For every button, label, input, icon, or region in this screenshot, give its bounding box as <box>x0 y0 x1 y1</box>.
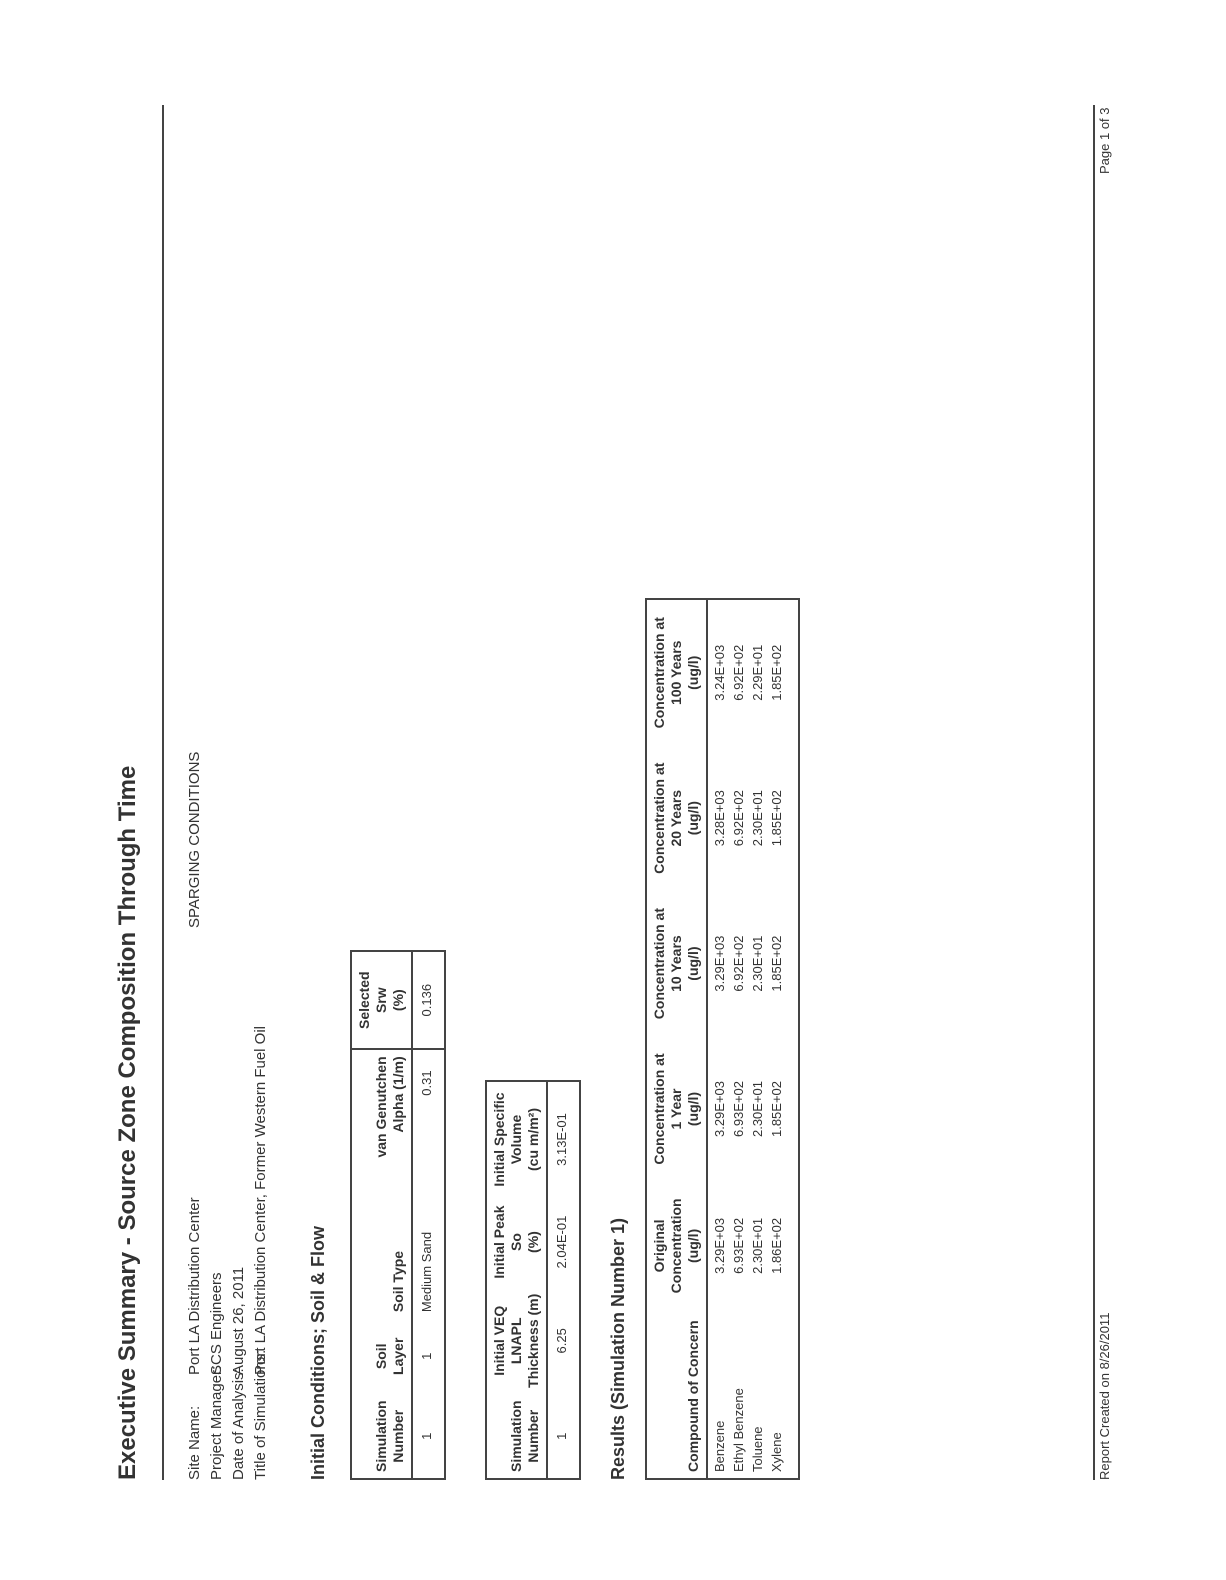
table-row <box>748 599 767 1479</box>
soil-flow-heading: Initial Conditions; Soil & Flow <box>308 1226 328 1480</box>
cell-20-years: 6.92E+02 <box>731 790 746 847</box>
site-name-value: Port LA Distribution Center <box>186 1197 203 1375</box>
col-1-year: Concentration at 1 Year (ug/l) <box>646 1036 707 1181</box>
cell-sim: 1 <box>419 1432 434 1440</box>
cell-original: 2.30E+01 <box>750 1217 765 1274</box>
cell-type: Medium Sand <box>419 1231 434 1313</box>
cell-compound: Benzene <box>712 1420 727 1472</box>
cell-volume: 3.13E-01 <box>554 1113 569 1166</box>
col-original: Original Concentration (ug/l) <box>646 1182 707 1310</box>
col-100-years: Concentration at 100 Years (ug/l) <box>646 599 707 745</box>
col-20-years: Concentration at 20 Years (ug/l) <box>646 745 707 890</box>
col-soil-layer: Soil Layer <box>351 1318 412 1394</box>
cell-10-years: 3.29E+03 <box>712 935 727 992</box>
title-rule <box>162 105 164 1480</box>
table-row <box>729 599 748 1479</box>
soil-flow-header-row <box>351 951 412 1479</box>
lnapl-table <box>485 1080 581 1480</box>
cell-1-year: 1.85E+02 <box>769 1080 784 1138</box>
cell-20-years: 3.28E+03 <box>712 790 727 847</box>
cell-alpha: 0.31 <box>419 1070 434 1096</box>
table-row <box>707 599 729 1479</box>
col-peak-so: Initial Peak So (%) <box>486 1197 547 1287</box>
col-sim-number: Simulation Number <box>351 1394 412 1479</box>
col-soil-type: Soil Type <box>351 1174 412 1318</box>
col-srw: Selected Srw (%) <box>351 951 412 1049</box>
site-name-label: Site Name: <box>186 1405 203 1480</box>
cell-10-years: 1.85E+02 <box>769 935 784 992</box>
col-compound: Compound of Concern <box>646 1310 707 1479</box>
cell-thickness: 6.25 <box>554 1328 569 1354</box>
cell-layer: 1 <box>419 1352 434 1360</box>
page-title: Executive Summary - Source Zone Composition Through Time <box>114 765 141 1480</box>
cell-1-year: 3.29E+03 <box>712 1080 727 1138</box>
col-specific-volume: Initial Specific Volume (cu m/m²) <box>486 1081 547 1197</box>
table-row <box>547 1081 580 1479</box>
footer-rule <box>1093 105 1095 1480</box>
cell-100-years: 3.24E+03 <box>712 644 727 701</box>
cell-srw: 0.136 <box>412 951 445 1049</box>
project-manager-label: Project Manager: <box>208 1365 225 1480</box>
cell-100-years: 6.92E+02 <box>731 644 746 701</box>
conditions-text: SPARGING CONDITIONS <box>186 751 203 928</box>
soil-flow-table <box>350 950 446 1480</box>
simulation-title-value: Port LA Distribution Center, Former Western Fuel Oil <box>252 1025 269 1375</box>
cell-20-years: 1.85E+02 <box>769 790 784 847</box>
cell-1-year: 2.30E+01 <box>750 1080 765 1138</box>
date-label: Date of Analysis: <box>230 1368 247 1480</box>
cell-original: 6.93E+02 <box>731 1217 746 1274</box>
table-row <box>412 951 445 1479</box>
page-number: Page 1 of 3 <box>1097 107 1112 174</box>
results-heading: Results (Simulation Number 1) <box>608 1217 628 1480</box>
cell-compound: Toluene <box>750 1426 765 1472</box>
lnapl-header-row <box>486 1081 547 1479</box>
col-sim-number: Simulation Number <box>486 1394 547 1479</box>
cell-compound: Ethyl Benzene <box>731 1388 746 1472</box>
cell-20-years: 2.30E+01 <box>750 790 765 847</box>
cell-peak: 2.04E-01 <box>554 1215 569 1269</box>
cell-10-years: 2.30E+01 <box>750 935 765 992</box>
col-lnapl-thickness: Initial VEQ LNAPL Thickness (m) <box>486 1287 547 1394</box>
cell-original: 1.86E+02 <box>769 1217 784 1274</box>
cell-100-years: 1.85E+02 <box>769 644 784 701</box>
cell-compound: Xylene <box>769 1432 784 1472</box>
project-manager-value: SCS Engineers <box>208 1272 225 1375</box>
date-value: August 26, 2011 <box>230 1266 247 1375</box>
col-10-years: Concentration at 10 Years (ug/l) <box>646 891 707 1036</box>
report-created-text: Report Created on 8/26/2011 <box>1097 1312 1112 1480</box>
cell-10-years: 6.92E+02 <box>731 935 746 992</box>
table-row <box>767 599 799 1479</box>
cell-100-years: 2.29E+01 <box>750 644 765 701</box>
cell-1-year: 6.93E+02 <box>731 1080 746 1138</box>
cell-sim: 1 <box>554 1432 569 1440</box>
results-table <box>645 598 800 1480</box>
col-vg-alpha: van Genutchen Alpha (1/m) <box>351 1049 412 1174</box>
results-header-row <box>646 599 707 1479</box>
cell-original: 3.29E+03 <box>712 1217 727 1274</box>
simulation-title-label: Title of Simulations: <box>252 1349 269 1480</box>
